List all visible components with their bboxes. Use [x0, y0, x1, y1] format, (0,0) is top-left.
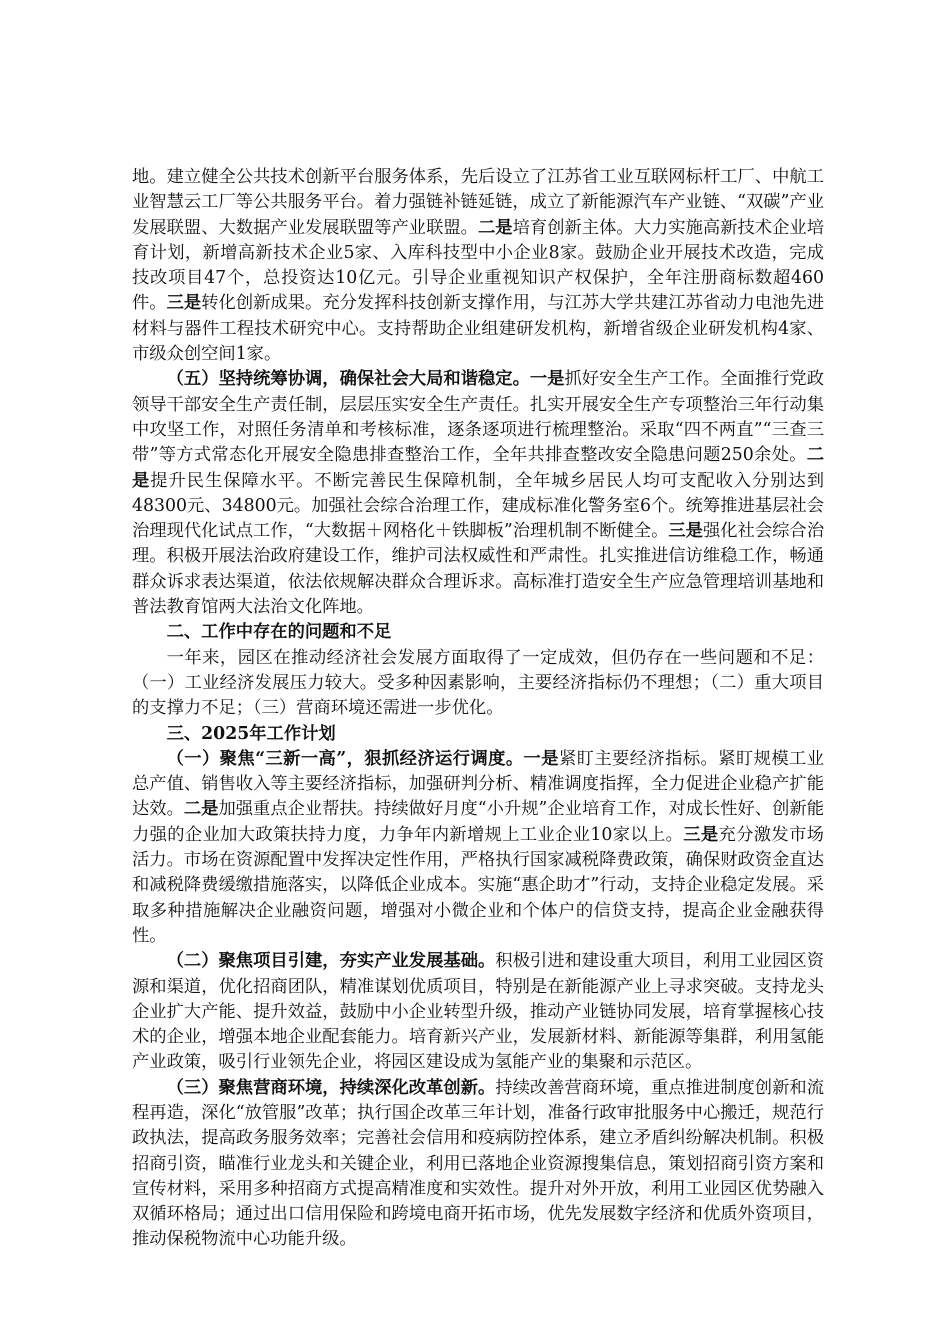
paragraph-plan-business-environment	[132, 1076, 824, 1253]
bold-run: 二是	[478, 217, 513, 238]
paragraph-plan-projects	[132, 949, 824, 1075]
bold-run: 三是	[668, 521, 703, 542]
text-run: 紧盯主要经济指标。紧盯规模工业总产值、销售收入等主要经济指标，加强研判分析、精准调度指挥，全力促进企业稳产扩能达效。	[132, 748, 824, 820]
paragraph-innovation	[132, 165, 824, 367]
text-run: 加强重点企业帮扶。持续做好月度“小升规”企业培育工作，对成长性好、创新能力强的企业加大政策扶持力度，力争年内新增规上工业企业10家以上。	[132, 799, 824, 845]
bold-run: （二）聚焦项目引建，夯实产业发展基础。	[166, 951, 496, 972]
bold-run: 三是	[166, 293, 202, 314]
heading-text: 二、工作中存在的问题和不足	[166, 622, 392, 643]
document-body	[132, 165, 824, 1253]
text-run: 转化创新成果。充分发挥科技创新支撑作用，与江苏大学共建江苏省动力电池先进材料与器件工程技术研究中心。支持帮助企业组建研发机构，新增省级企业研发机构4家、市级众创空间1家。	[132, 293, 824, 365]
text-run: 一年来，园区在推动经济社会发展方面取得了一定成效，但仍存在一些问题和不足：（一）工业经济发展压力较大。受多种因素影响，主要经济指标仍不理想；（二）重大项目的支撑力不足；（三）营商环境还需进一步优化。	[132, 647, 824, 719]
section-heading-plan	[132, 722, 824, 747]
text-run: 强化社会综合治理。积极开展法治政府建设工作，维护司法权威性和严肃性。扎实推进信访维稳工作，畅通群众诉求表达渠道，依法依规解决群众合理诉求。高标准打造安全生产应急管理培训基地和普法教育馆两大法治文化阵地。	[132, 521, 824, 618]
bold-run: （一）聚焦“三新一高”，狠抓经济运行调度。一是	[166, 748, 559, 769]
bold-run: 三是	[683, 824, 719, 845]
text-run: 提升民生保障水平。不断完善民生保障机制，全年城乡居民人均可支配收入分别达到48300元、34800元。加强社会综合治理工作，建成标准化警务室6个。统筹推进基层社会治理现代化试点工作，“大数据＋网格化＋铁脚板”治理机制不断健全。	[132, 470, 824, 542]
bold-run: （三）聚焦营商环境，持续深化改革创新。	[166, 1077, 496, 1098]
bold-run: （五）坚持统筹协调，确保社会大局和谐稳定。一是	[166, 369, 565, 390]
text-run: 抓好安全生产工作。全面推行党政领导干部安全生产责任制，层层压实安全生产责任。扎实开展安全生产专项整治三年行动集中攻坚工作，对照任务清单和考核标准，逐条逐项进行梳理整治。采取“四不两直”“三查三带”等方式常态化开展安全隐患排查整治工作，全年共排查整改安全隐患问题250余处。	[132, 369, 824, 466]
text-run: 培育创新主体。大力实施高新技术企业培育计划，新增高新技术企业5家、入库科技型中小企业8家。鼓励企业开展技术改造，完成技改项目47个，总投资达10亿元。引导企业重视知识产权保护，全年注册商标数超460件。	[132, 217, 824, 314]
text-run: 充分激发市场活力。市场在资源配置中发挥决定性作用，严格执行国家减税降费政策，确保财政资金直达和减税降费缓缴措施落实，以降低企业成本。实施“惠企助才”行动，支持企业稳定发展。采取多种措施解决企业融资问题，增强对小微企业和个体户的信贷支持，提高企业金融获得性。	[132, 824, 824, 946]
paragraph-problems	[132, 646, 824, 722]
bold-run: 二是	[132, 445, 824, 491]
text-run: 地。建立健全公共技术创新平台服务体系，先后设立了江苏省工业互联网标杆工厂、中航工业智慧云工厂等公共服务平台。着力强链补链延链，成立了新能源汽车产业链、“双碳”产业发展联盟、大数据产业发展联盟等产业联盟。	[132, 167, 824, 238]
text-run: 持续改善营商环境，重点推进制度创新和流程再造，深化“放管服”改革；执行国企改革三年计划，准备行政审批服务中心搬迁，规范行政执法，提高政务服务效率；完善社会信用和疫病防控体系，建立矛盾纠纷解决机制。积极招商引资，瞄准行业龙头和关键企业，利用已落地企业资源搜集信息，策划招商引资方案和宣传材料，采用多种招商方式提高精准度和实效性。提升对外开放，利用工业园区优势融入双循环格局；通过出口信用保险和跨境电商开拓市场，优先发展数字经济和优质外资项目，推动保税物流中心功能升级。	[132, 1077, 824, 1250]
bold-run: 二是	[183, 799, 219, 820]
section-heading-problems	[132, 620, 824, 645]
paragraph-social-stability	[132, 367, 824, 620]
paragraph-plan-economy	[132, 747, 824, 949]
text-run: 积极引进和建设重大项目，利用工业园区资源和渠道，优化招商团队，精准谋划优质项目，特别是在新能源产业上寻求突破。支持龙头企业扩大产能、提升效益，鼓励中小企业转型升级，推动产业链协同发展，培育掌握核心技术的企业，增强本地企业配套能力。培育新兴产业，发展新材料、新能源等集群，利用氢能产业政策，吸引行业领先企业，将园区建设成为氢能产业的集聚和示范区。	[132, 951, 824, 1073]
heading-text: 三、2025年工作计划	[166, 723, 336, 744]
